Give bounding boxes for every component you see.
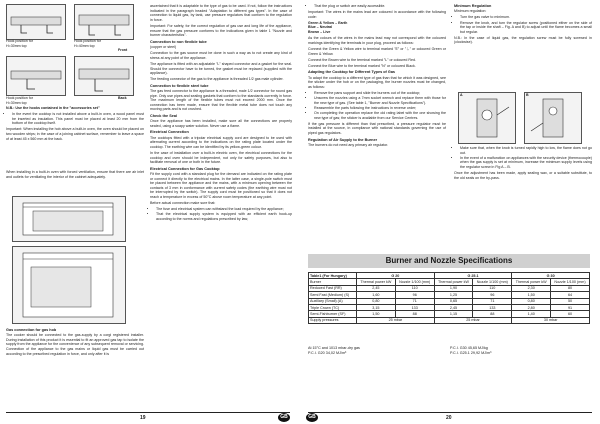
sub-header: Nozzle 1/100 (mm) — [395, 279, 434, 285]
table-row — [309, 317, 590, 323]
important-oven-text: Important: When installing the hob above a built-in oven, the oven should be placed on two wooden strips; in the case of a joining cabinet surface, remember to leave a space of at least 45 x 560 mm at the back. — [6, 127, 144, 141]
paragraph: The burners do not need any primary air regulator. — [308, 142, 389, 147]
cell: 2,80 — [512, 305, 551, 311]
burner-header: Burner — [309, 279, 357, 285]
hook-caption-2: Hook position for H=40mm top — [74, 39, 101, 48]
cell: 1,50 — [357, 311, 396, 317]
hook-diagram-front-40 — [74, 4, 134, 40]
paragraph: Once the adjustment has been made, apply sealing wax, or a suitable substitute, to the old seals on the by-pass. — [454, 170, 592, 180]
oven-installation-diagram-1 — [12, 196, 126, 242]
table-footnote: At 15°C and 1013 mbar-dry gas — [308, 346, 360, 350]
cell: 91 — [551, 305, 590, 311]
gas-connection-block — [6, 326, 144, 358]
section-title: Burner and Nozzle Specifications — [308, 254, 590, 268]
right-column-2 — [454, 4, 592, 47]
right-column-1 — [308, 4, 446, 149]
bullet: • Reassemble the parts following the instructions in reverse order; — [314, 106, 446, 111]
cell: 1,60 — [357, 292, 396, 298]
paragraph: Before actual connection make sure that: — [150, 201, 216, 206]
language-badge: GB — [306, 413, 318, 422]
heading-electrical: Electrical Connection — [150, 130, 189, 135]
cell: 133 — [473, 305, 512, 311]
cell: 1,15 — [434, 311, 473, 317]
bullet: • Make sure that, when the knob is turned rapidly high to low, the flame does not go out. — [460, 146, 592, 155]
heading-air: Regulation of Air Supply to the Burner — [308, 137, 378, 142]
page-number: 19 — [140, 415, 146, 421]
cell: 64 — [551, 292, 590, 298]
left-column-1 — [6, 106, 144, 143]
row-label: Supply pressures — [309, 317, 357, 323]
gas-connection-title: Gas connection for gas hob — [6, 328, 57, 332]
cell: 133 — [395, 305, 434, 311]
wire-colour-codes: Green & Yellow – Earth Blue – Neutral Brown – Live — [308, 20, 348, 34]
footer-rule — [6, 412, 290, 413]
paragraph: The appliance is fitted with an adjustable "L" shaped connector and a gasket for the seal. Should the connector have to be turned, the gasket must be replaced (supplied with the appliance). — [150, 61, 292, 76]
hooks-note: N.B.: Use the hooks contained in the "accessories set" — [6, 106, 100, 110]
paragraph: Once the appliance has been installed, make sure all the connections are properly sealed, using a soapy water solution. Never use a flame. — [150, 119, 292, 128]
cell: 50 — [551, 298, 590, 304]
cell: 2,30 — [512, 285, 551, 291]
cell: 1,25 — [434, 292, 473, 298]
hook-caption-3: Hook position for H=30mm top — [6, 96, 33, 105]
paragraph: Minimum regulation: — [454, 9, 487, 14]
table-footnote: P.C.I. G25.1 29,92 MJ/m³ — [450, 351, 492, 355]
gas-connection-text: The cooker should be connected to the gas-supply by a corgi registered installer. During installation of this product it is essential to fit an approved gas tap to isolate the supply from the appliance for the convenience of any subsequent removal or servicing. Connection of the appliance to the gas mains or liquid gas must be carried out according to the prescribed regulation in force, and only after it is — [6, 333, 144, 356]
sub-header: Thermal power kW — [434, 279, 473, 285]
figure-a-label: A — [460, 93, 463, 97]
paragraph: (copper or steel) — [150, 44, 177, 49]
oven-installation-diagram-2 — [12, 246, 126, 324]
bullet: • The fuse and electrical system can withstand the load required by the appliance; — [156, 207, 292, 212]
table-caption: Table1 (For Hungary) — [309, 273, 357, 279]
paragraph: Connect the Brown wire to the terminal marked "L" or coloured Red. — [308, 57, 417, 62]
cell: 1,40 — [512, 311, 551, 317]
paragraph: ascertained that it is adaptable to the type of gas to be used. If not, follow the instructions indicated in the paragraph headed "Adaptation to different gas types". In the case of connection to liquid gas, by tank, use pressure regulators that conform to the regulation in force. — [150, 4, 292, 22]
paragraph: Fit the supply cord with a standard plug for the demand are indicated on the rating plate or connect it directly to the electrical mains. In the latter case, a single-pole switch must be placed between the appliance and the mains, with a minimum opening between the contacts of 3 mm in conformance with current safety codes (the earthing wire must not be interrupted by the switch). The supply cord must be positioned so that it does not reach a temperature in excess of 50°C above room temperature at any point. — [150, 171, 292, 199]
cell: 2,45 — [434, 305, 473, 311]
left-column-2 — [150, 4, 292, 223]
cell: 3,15 — [357, 305, 396, 311]
hook-diagram-back-30 — [6, 56, 66, 96]
row-label: Reduced Fast (RR) — [309, 285, 357, 291]
paragraph: Important: The wires in the mains lead are coloured in accordance with the following code: — [308, 9, 446, 19]
gas-group-header: G 20 — [357, 273, 435, 279]
cell: 71 — [395, 298, 434, 304]
cell: 80 — [551, 285, 590, 291]
sub-header: Nozzle 1/100 (mm) — [551, 279, 590, 285]
heading-flexsteel: Connection to flexible steel tube — [150, 83, 209, 88]
cell: 60 — [551, 311, 590, 317]
ventilation-text: When installing in a built-in oven with forced ventilation, ensure that there are air inlet and outlets for ventilating the interior of the cabinet adequately. — [6, 170, 144, 179]
paragraph: Important: For safety, for the correct regulation of gas use and long life of the appliance, ensure that the gas pressure conforms to the indications given in table 1 "Nozzle and burner characteristics". — [150, 23, 292, 38]
hook-diagram-back-40 — [74, 56, 134, 96]
cell: 96 — [473, 292, 512, 298]
cell: 96 — [395, 292, 434, 298]
back-label: Back — [118, 96, 127, 100]
bullet: • Remove the pans support and slide the burners out of the cooktop; — [314, 91, 446, 96]
cell: 0,65 — [434, 298, 473, 304]
sub-header: Thermal power kW — [357, 279, 396, 285]
cell: 25 mbar — [357, 317, 435, 323]
row-label: Semi Fast (Medium) (S) — [309, 292, 357, 298]
cell: 0,80 — [357, 298, 396, 304]
cell: 0,80 — [512, 298, 551, 304]
heading-min-reg: Minimum Regulation — [454, 4, 492, 8]
cell: 110 — [395, 285, 434, 291]
regulator-figure-b — [524, 92, 582, 144]
paragraph: To adapt the cooktop to a different type of gas than that for which it was designed, see the sticker under the hob or on the packaging, the burner nozzles must be changed, as follows: — [308, 75, 446, 89]
paragraph: The feeding connector of the gas to the appliance is threaded 1/2 gas male cylinder. — [150, 77, 284, 82]
paragraph: N.B.: In the case of liquid gas, the regulation screw must be fully screwed in (clockwise). — [454, 35, 592, 45]
cell: 88 — [395, 311, 434, 317]
hook-caption-1: Hook position for H=30mm top — [6, 39, 33, 48]
row-label: Auxiliary (Small) (A) — [309, 298, 357, 304]
language-badge: GB — [278, 413, 290, 422]
heading-adapt: Adapting the Cooktop for Different Types of Gas — [308, 70, 396, 75]
gas-group-header: G 25.1 — [434, 273, 512, 279]
table-footnote: P.C.I. G30 45,65 MJ/kg — [450, 346, 488, 350]
cell: 88 — [473, 311, 512, 317]
right-column-2b — [454, 146, 592, 182]
cell: 71 — [473, 298, 512, 304]
sub-header: Nozzle 1/100 (mm) — [473, 279, 512, 285]
bullet: • Remove the knob, and turn the regulator screw (positioned either on the side of the tap or inside the shaft – Fig. A and B) to adjust until the flame becomes a small but regular. — [460, 21, 592, 35]
regulator-figure-a — [458, 92, 516, 144]
cell: 2,45 — [357, 285, 396, 291]
table-footnote: P.C.I. G20 34,02 MJ/m³ — [308, 351, 347, 355]
bullet: • In the event of a malfunction on appliances with the security device (thermocouple) when the gas supply is set at minimum, increase the minimum supply levels using the regulator screw in Fig A – B. — [460, 156, 592, 170]
heading-elec-gas: Electrical Connection for Gas Cooktop — [150, 166, 220, 171]
paragraph: In the case of installation over a built-in electric oven, the electrical connections for the cooktop and oven should be independent, not only for safety purposes, but also to facilitate removal of one or both in the future. — [150, 150, 292, 165]
bullet: • That the plug or switch are easily accessible. — [314, 4, 446, 9]
paragraph: The cooktops fitted with a tripolar electrical supply cord are designed to be used with alternating current according to the indications on the rating plate located under the cooktop. The earthing wire can be identified by its yellow-green colour. — [150, 135, 292, 149]
paragraph: Connect the Blue wire to the terminal marked "N" or coloured Black. — [308, 63, 416, 68]
bullet: • That the electrical supply system is equipped with an efficient earth hook-up according to the norms and regulations prescribed by law; — [156, 212, 292, 221]
wood-panel-bullet: • In the event the cooktop is not installed above a built-in oven, a wood panel must be inserted as insulation. This panel must be placed at least 20 mm from the bottom of the cooktop itself. — [12, 112, 144, 126]
heading-nonflex: Connection to non flexible tube — [150, 39, 207, 44]
bullet: • On completing the operation replace the old rating label with the one showing the new type of gas; the sticker is available from our Service Centres. — [314, 111, 446, 120]
right-page — [300, 0, 600, 424]
hook-diagram-front-30 — [6, 4, 66, 40]
cell: 1,50 — [512, 292, 551, 298]
front-label: Front — [118, 48, 128, 52]
row-label: Triple Crown (TC) — [309, 305, 357, 311]
footer-rule — [308, 412, 592, 413]
page-number: 20 — [446, 415, 452, 421]
cell: 30 mbar — [512, 317, 590, 323]
paragraph: Connection to the gas source must be done in such a way as to not create any kind of stress at any point of the appliance. — [150, 51, 292, 60]
figure-b-label: B — [526, 93, 529, 97]
paragraph: The gas feed connector to the appliance is a threaded, male 1/2 connector for round gas pipe. Only use pipes and sealing gaskets that conform to the standards currently in force. The maximum length of the flexible tubes must not exceed 2000 mm. Once the connection has been made, ensure that the flexible metal tube does not touch any moving parts and is not crushed. — [150, 89, 292, 112]
paragraph: If the gas pressure is different than that prescribed, a pressure regulator must be installed at the source, in compliance with national standards governing the use of piped gas regulators. — [308, 121, 446, 135]
sub-header: Thermal power kW — [512, 279, 551, 285]
paragraph: Connect the Green & Yellow wire to terminal marked "E" or "⏚" or coloured Green or Green & Yellow. — [308, 46, 446, 56]
heading-check-seal: Check the Seal — [150, 114, 178, 119]
bullet: • Unscrew the nozzles using a 7mm socket wrench and replace them with those for the new type of gas. (See table 1, "Burner and Nozzle Specifications"). — [314, 96, 446, 105]
bullet: • Turn the gas valve to minimum. — [460, 15, 592, 20]
nozzle-table — [308, 272, 590, 324]
paragraph: As the colours of the wires in the mains lead may not correspond with the coloured markings identifying the terminals in your plug, proceed as follows: — [308, 36, 446, 45]
cell: 110 — [473, 285, 512, 291]
gas-group-header: G 30 — [512, 273, 590, 279]
cell: 25 mbar — [434, 317, 512, 323]
cell: 1,90 — [434, 285, 473, 291]
row-label: Semi-Fishburner (SF) — [309, 311, 357, 317]
